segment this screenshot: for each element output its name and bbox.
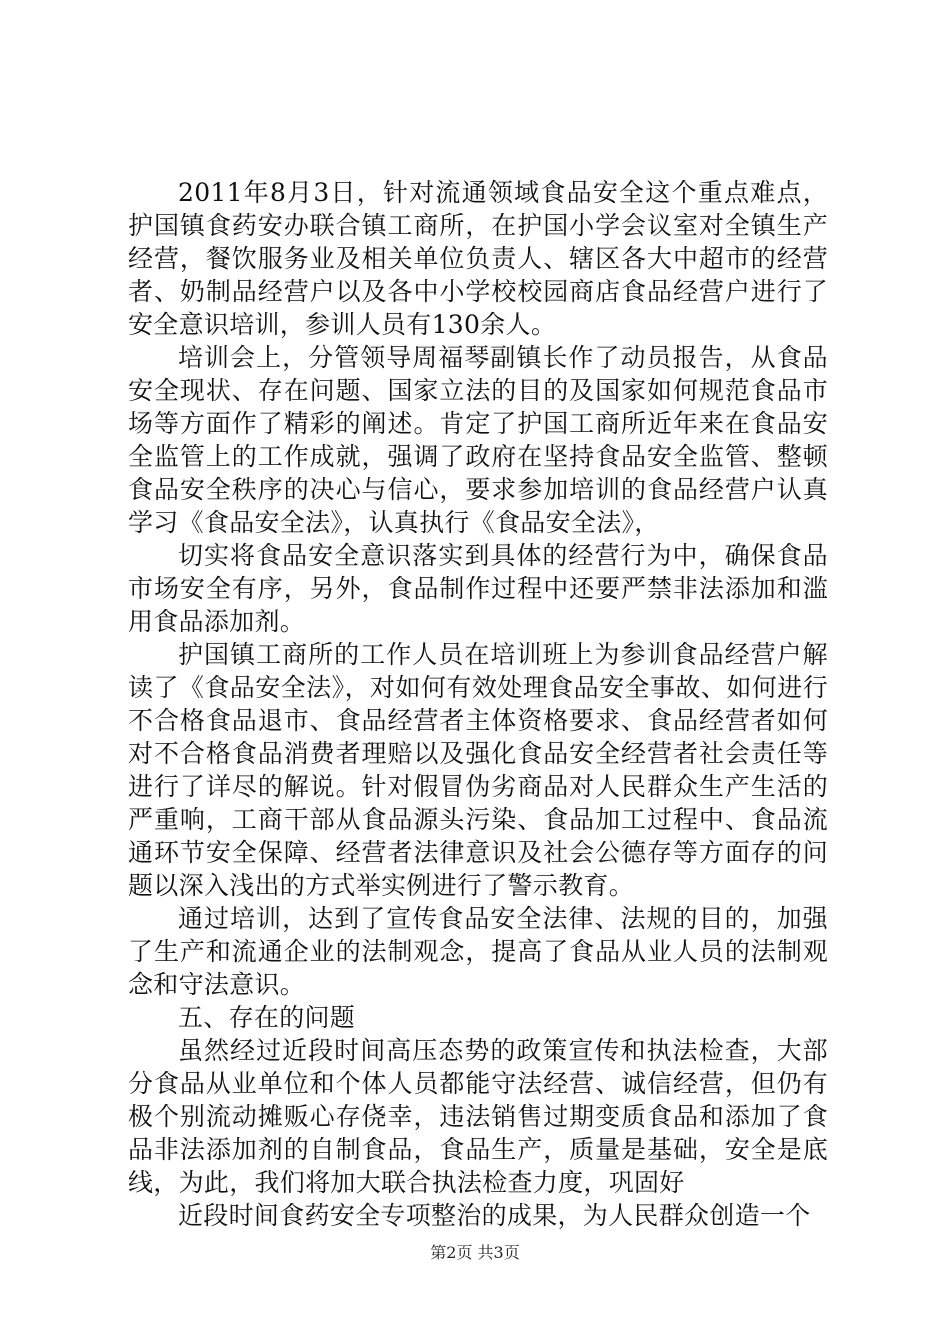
- paragraph-implementation: 切实将食品安全意识落实到具体的经营行为中，确保食品市场安全有序，另外，食品制作过程中还要严禁非法添加和滥用食品添加剂。: [128, 541, 828, 636]
- page-footer: 第2页 共3页: [430, 1243, 520, 1262]
- document-body: [128, 176, 828, 1232]
- paragraph-training-meeting: 培训会上，分管领导周福琴副镇长作了动员报告，从食品安全现状、存在问题、国家立法的目的及国家如何规范食品市场等方面作了精彩的阐述。肯定了护国工商所近年来在食品安全监管上的工作成就，强调了政府在坚持食品安全监管、整顿食品安全秩序的决心与信心，要求参加培训的食品经营户认真学习《食品安全法》，认真执行《食品安全法》，: [128, 343, 828, 537]
- paragraph-training-result: 通过培训，达到了宣传食品安全法律、法规的目的，加强了生产和流通企业的法制观念，提高了食品从业人员的法制观念和守法意识。: [128, 904, 828, 999]
- section-heading: 五、存在的问题: [178, 1003, 356, 1032]
- paragraph-continuation: 近段时间食药安全专项整治的成果，为人民群众创造一个: [178, 1201, 811, 1230]
- paragraph-training-date: 2011年8月3日，针对流通领域食品安全这个重点难点，护国镇食药安办联合镇工商所，在护国小学会议室对全镇生产经营，餐饮服务业及相关单位负责人、辖区各大中超市的经营者、奶制品经营户以及各中小学校校园商店食品经营户进行了安全意识培训，参训人员有130余人。: [128, 178, 828, 339]
- paragraph-law-explanation: 护国镇工商所的工作人员在培训班上为参训食品经营户解读了《食品安全法》，对如何有效处理食品安全事故、如何进行不合格食品退市、食品经营者主体资格要求、食品经营者如何对不合格食品消费者理赔以及强化食品安全经营者社会责任等进行了详尽的解说。针对假冒伪劣商品对人民群众生产生活的严重响，工商干部从食品源头污染、食品加工过程中、食品流通环节安全保障、经营者法律意识及社会公德存等方面存的问题以深入浅出的方式举实例进行了警示教育。: [128, 640, 828, 900]
- paragraph-existing-problems: 虽然经过近段时间高压态势的政策宣传和执法检查，大部分食品从业单位和个体人员都能守法经营、诚信经营，但仍有极个别流动摊贩心存侥幸，违法销售过期变质食品和添加了食品非法添加剂的自制食品，食品生产，质量是基础，安全是底线，为此，我们将加大联合执法检查力度，巩固好: [128, 1036, 828, 1197]
